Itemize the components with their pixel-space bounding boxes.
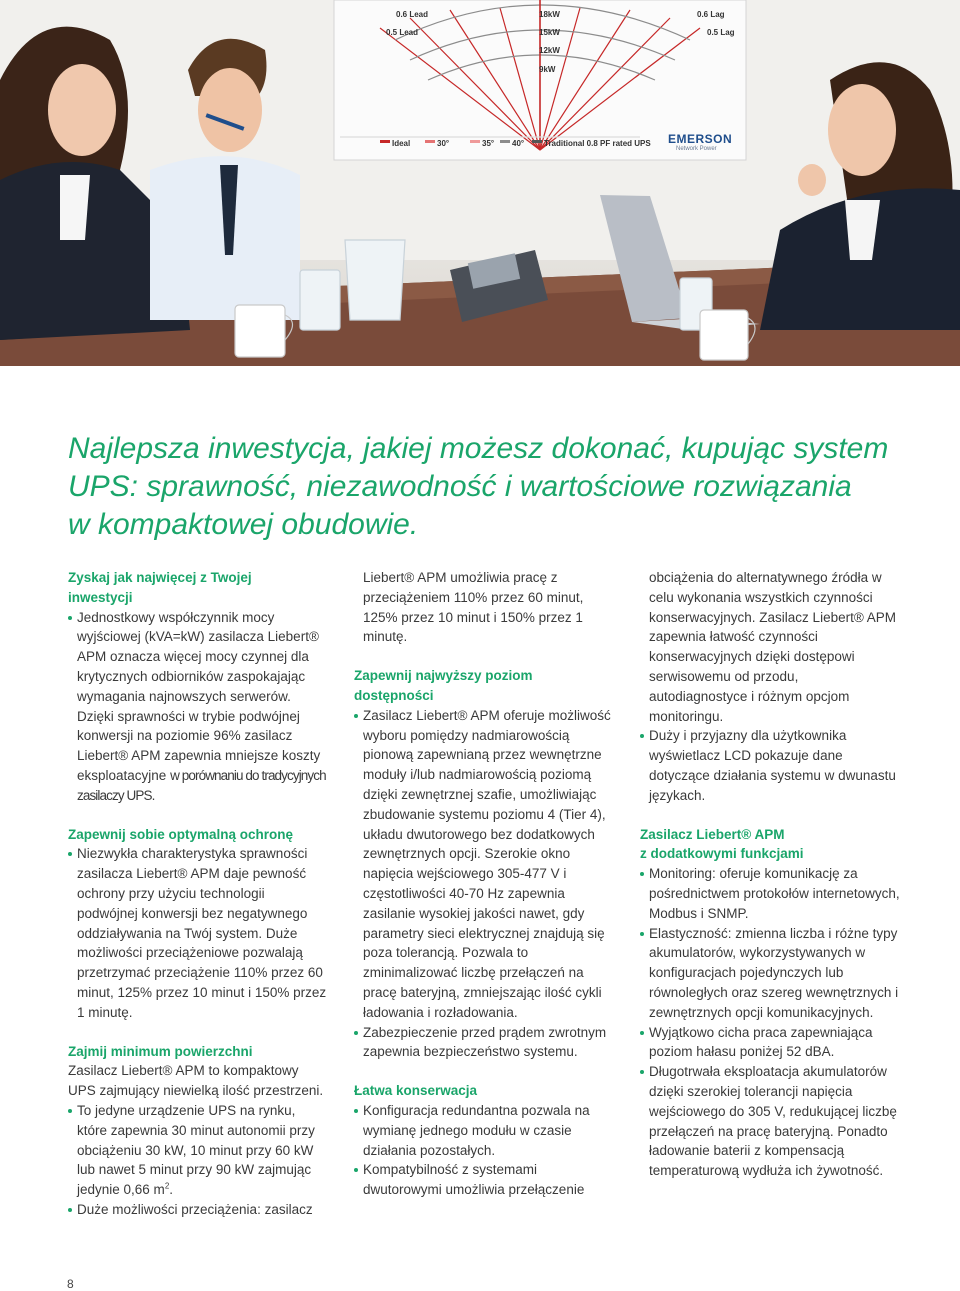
bullet-list — [354, 706, 618, 1062]
bullet-list — [640, 864, 900, 1181]
section-title-availability — [354, 666, 618, 706]
section-title-line: inwestycji — [68, 589, 133, 605]
page-headline — [68, 430, 908, 544]
slide-label-lead-05: 0.5 Lead — [386, 28, 419, 37]
slide-label-18kw: 18kW — [539, 10, 560, 19]
paragraph: Zasilacz Liebert® APM to kompaktowy UPS zajmujący niewielką ilość przestrzeni. — [68, 1063, 324, 1099]
paragraph-continuation: Liebert® APM umożliwia pracę z przeciążeniem 110% przez 60 minut, 125% przez 10 minut i 150% przez 1 minutę. — [363, 570, 584, 645]
bullet-text: Zabezpieczenie przed prądem zwrotnym zapewnia bezpieczeństwo systemu. — [363, 1024, 607, 1060]
section-title-line: Zapewnij najwyższy poziom — [354, 668, 533, 684]
bullet-list — [68, 608, 328, 806]
bullet-list — [354, 1101, 618, 1200]
bullet-text: To jedyne urządzenie UPS na rynku, które zapewnia 30 minut autonomii przy obciążeniu 30 kW, 10 minut przy 60 kW lub nawet 5 minut przy 90 kW zajmując jedynie 0,66 m — [77, 1102, 315, 1198]
headline-line-1: Najlepsza inwestycja, jakiej możesz dokonać, kupując system — [68, 432, 889, 465]
column-1 — [68, 568, 328, 1220]
bullet-text-condensed: w porównaniu do tradycyjnych zasilaczy UPS. — [77, 767, 326, 803]
list-item — [68, 1101, 328, 1200]
page-number: 8 — [67, 1277, 74, 1291]
slide-legend-35: 35° — [482, 139, 495, 148]
bullet-text: Duże możliwości przeciążenia: zasilacz — [77, 1201, 313, 1217]
slide-label-12kw: 12kW — [539, 46, 560, 55]
section-title-line: Zyskaj jak najwięcej z Twojej — [68, 570, 252, 585]
paragraph-continuation: obciążenia do alternatywnego źródła w celu wykonania wszystkich czynności konserwacyjnych. Zasilacz Liebert® APM zapewnia łatwość czynności konserwacyjnych dzięki dostępowi serwisowemu od przodu, autodiagnostyce i różnym opcjom monitoringu. — [649, 570, 897, 724]
bullet-text: Elastyczność: zmienna liczba i różne typy akumulatorów, wykorzystywanych w konfiguracjach pojedynczych lub równoległych oraz szereg wewnętrznych i zewnętrznych opcji komunikacyjnych. — [649, 925, 899, 1020]
slide-legend-traditional: Traditional 0.8 PF rated UPS — [544, 139, 651, 148]
bullet-text: Zasilacz Liebert® APM oferuje możliwość wyboru pomiędzy nadmiarowością pionową zapewnianą przez wewnętrzne moduły i/lub nadmiarowością poziomą dzięki zewnętrznej szafie, umożliwiając zbudowanie systemu poziomu 4 (Tier 4), układu dwutorowego bez dodatkowych zewnętrznych opcji. Szerokie okno napięcia wejściowego 305-477 V i częstotliwości 40-70 Hz zapewnia zasilanie wysokiej jakości nawet, gdy parametry sieci elektrycznej znajdują się poza tolerancją. Pozwala to zminimalizować liczbę przełączeń na pracę bateryjną, zmniejszając ilość cykli ładowania i rozładowania. — [363, 707, 611, 1020]
section-title-protection: Zapewnij sobie optymalną ochronę — [68, 826, 294, 842]
section-title-investment — [68, 568, 328, 608]
list-item — [68, 844, 328, 1022]
slide-label-9kw: 9kW — [539, 65, 556, 74]
column-3 — [640, 568, 900, 1181]
list-item — [68, 608, 328, 806]
bullet-text: Wyjątkowo cicha praca zapewniająca poziom hałasu poniżej 52 dBA. — [649, 1024, 873, 1060]
slide-label-15kw: 15kW — [539, 28, 560, 37]
slide-label-lead-06: 0.6 Lead — [396, 10, 429, 19]
bullet-list — [68, 844, 328, 1022]
list-item — [640, 1023, 900, 1063]
emerson-logo: EMERSON — [668, 132, 733, 146]
bullet-text: Konfiguracja redundantna pozwala na wymianę jednego modułu w czasie działania pozostałych. — [363, 1102, 590, 1158]
bullet-text: Jednostkowy współczynnik mocy wyjściowej (kVA=kW) zasilacza Liebert® APM oznacza więcej mocy czynnej dla krytycznych odbiorników zaspokajając wymagania najnowszych serwerów. Dzięki sprawności w trybie podwójnej konwersji na poziomie 96% zasilacz Liebert® APM zapewnia mniejsze koszty eksploatacyjne — [77, 609, 321, 783]
bullet-text: Długotrwała eksploatacja akumulatorów dzięki szerokiej tolerancji napięcia wejściowego do 305 V, redukującej liczbę przełączeń na pracę bateryjną. Ponadto ładowanie baterii z kompensacją temperaturową wydłuża ich żywotność. — [649, 1064, 897, 1179]
headline-line-2: UPS: sprawność, niezawodność i wartościowe rozwiązania — [68, 470, 852, 503]
headline-line-3: w kompaktowej obudowie. — [68, 508, 419, 541]
list-item — [354, 1023, 618, 1063]
bullet-text: Monitoring: oferuje komunikację za pośrednictwem protokołów internetowych, Modbus i SNMP. — [649, 866, 900, 921]
list-item — [640, 726, 900, 805]
bullet-text: Duże możliwości przeciążeniowe pozwalają przetrzymać przeciążenie 110% przez 60 minut, 125% przez 10 minut i 150% przez 1 minutę. — [77, 925, 327, 1020]
emerson-logo-subtitle: Network Power — [676, 146, 717, 152]
bullet-text: Niezwykła charakterystyka sprawności zasilacza Liebert® APM daje pewność ochrony przy użyciu technologii podwójnej konwersji bez negatywnego oddziaływania na Twój system. — [77, 846, 308, 941]
section-title-line: Zasilacz Liebert® APM — [640, 826, 785, 842]
slide-legend-ideal: Ideal — [392, 139, 411, 148]
slide-label-lag-06: 0.6 Lag — [697, 10, 725, 19]
list-item — [354, 1101, 618, 1160]
section-title-line: dostępności — [354, 687, 434, 703]
section-title-maintenance: Łatwa konserwacja — [354, 1083, 478, 1099]
section-title-footprint: Zajmij minimum powierzchni — [68, 1043, 253, 1059]
list-item — [640, 864, 900, 923]
bullet-text-end: . — [169, 1182, 174, 1198]
section-title-line: z dodatkowymi funkcjami — [640, 846, 804, 862]
superscript: 2 — [164, 1181, 170, 1191]
hero-photo — [0, 0, 960, 366]
list-item — [354, 706, 618, 1023]
column-2 — [354, 568, 618, 1200]
bullet-list — [640, 726, 900, 805]
list-item — [640, 924, 900, 1023]
bullet-text: Kompatybilność z systemami dwutorowymi umożliwia przełączenie — [363, 1162, 585, 1198]
meeting-photo-illustration — [0, 0, 960, 366]
slide-legend-30: 30° — [437, 139, 450, 148]
list-item — [354, 1160, 618, 1200]
list-item — [68, 1200, 328, 1220]
bullet-list — [68, 1101, 328, 1220]
slide-label-lag-05: 0.5 Lag — [707, 28, 735, 37]
list-item — [640, 1062, 900, 1181]
section-title-additional-features — [640, 825, 900, 865]
slide-legend-40: 40° — [512, 139, 525, 148]
bullet-text: Duży i przyjazny dla użytkownika wyświetlacz LCD pokazuje dane dotyczące działania systemu w dwunastu językach. — [649, 728, 896, 803]
